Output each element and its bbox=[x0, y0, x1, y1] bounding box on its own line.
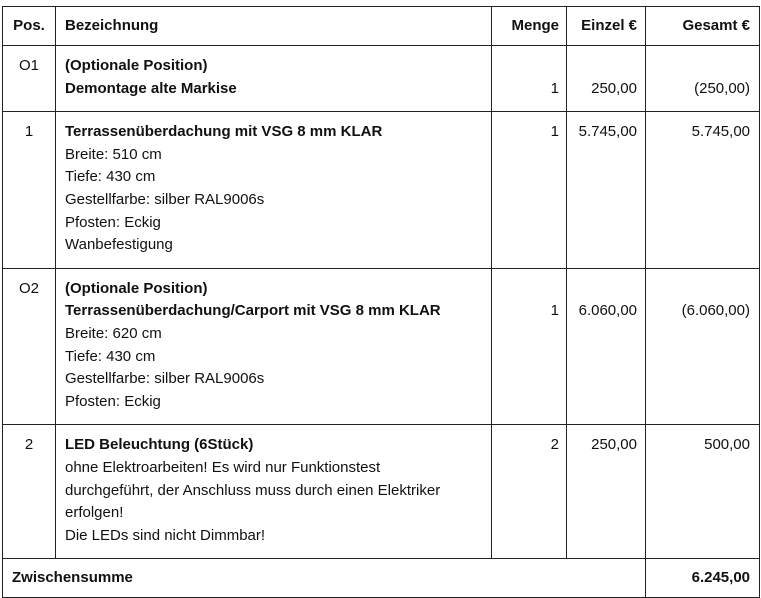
row-quantity: 1 bbox=[492, 46, 567, 112]
table-row bbox=[3, 425, 760, 559]
row-detail-line: ohne Elektroarbeiten! Es wird nur Funktionstest bbox=[65, 458, 381, 476]
subtotal-value: 6.245,00 bbox=[646, 559, 760, 598]
header-description: Bezeichnung bbox=[56, 7, 492, 46]
quote-table bbox=[2, 6, 760, 598]
row-title-line: (Optionale Position) bbox=[65, 57, 208, 74]
row-detail-line: Breite: 620 cm bbox=[65, 324, 162, 342]
row-title-line: (Optionale Position) bbox=[65, 279, 208, 297]
header-total-price: Gesamt € bbox=[646, 7, 760, 46]
row-detail-line: Wanbefestigung bbox=[65, 236, 173, 254]
row-pos: O2 bbox=[3, 268, 56, 425]
header-unit-price: Einzel € bbox=[567, 7, 646, 46]
row-unit-price: 250,00 bbox=[567, 425, 646, 559]
row-unit-price: 5.745,00 bbox=[567, 112, 646, 269]
row-total-price: 5.745,00 bbox=[646, 112, 760, 269]
row-pos: 2 bbox=[3, 425, 56, 559]
row-detail-line: Pfosten: Eckig bbox=[65, 213, 161, 231]
subtotal-row bbox=[3, 559, 760, 598]
row-total-price: (6.060,00) bbox=[646, 268, 760, 425]
table-header-row bbox=[3, 7, 760, 46]
row-title-line: Terrassenüberdachung/Carport mit VSG 8 mm KLAR bbox=[65, 302, 441, 320]
row-total-price: 500,00 bbox=[646, 425, 760, 559]
row-unit-price: 250,00 bbox=[567, 46, 646, 112]
row-detail-line: Tiefe: 430 cm bbox=[65, 347, 156, 365]
row-pos: 1 bbox=[3, 112, 56, 269]
row-unit-price: 6.060,00 bbox=[567, 268, 646, 425]
row-description bbox=[56, 425, 492, 559]
row-title-line: LED Beleuchtung (6Stück) bbox=[65, 436, 254, 454]
table-row bbox=[3, 268, 760, 425]
row-quantity: 1 bbox=[492, 112, 567, 269]
subtotal-label: Zwischensumme bbox=[3, 559, 646, 598]
table-row bbox=[3, 46, 760, 112]
row-title-line: Demontage alte Markise bbox=[65, 79, 237, 97]
row-detail-line: Gestellfarbe: silber RAL9006s bbox=[65, 190, 265, 208]
row-quantity: 1 bbox=[492, 268, 567, 425]
row-description bbox=[56, 46, 492, 112]
row-detail-line: Die LEDs sind nicht Dimmbar! bbox=[65, 526, 266, 544]
row-pos: O1 bbox=[3, 46, 56, 112]
header-pos: Pos. bbox=[3, 7, 56, 46]
header-quantity: Menge bbox=[492, 7, 567, 46]
row-title-line: Terrassenüberdachung mit VSG 8 mm KLAR bbox=[65, 123, 383, 141]
row-detail-line: Gestellfarbe: silber RAL9006s bbox=[65, 370, 265, 388]
row-detail-line: Pfosten: Eckig bbox=[65, 392, 161, 410]
row-detail-line: Tiefe: 430 cm bbox=[65, 168, 156, 186]
row-detail-line: erfolgen! bbox=[65, 504, 124, 522]
row-detail-line: durchgeführt, der Anschluss muss durch einen Elektriker bbox=[65, 481, 441, 499]
table-row bbox=[3, 112, 760, 269]
row-total-price: (250,00) bbox=[646, 46, 760, 112]
row-quantity: 2 bbox=[492, 425, 567, 559]
row-description bbox=[56, 268, 492, 425]
row-detail-line: Breite: 510 cm bbox=[65, 145, 162, 163]
row-description bbox=[56, 112, 492, 269]
